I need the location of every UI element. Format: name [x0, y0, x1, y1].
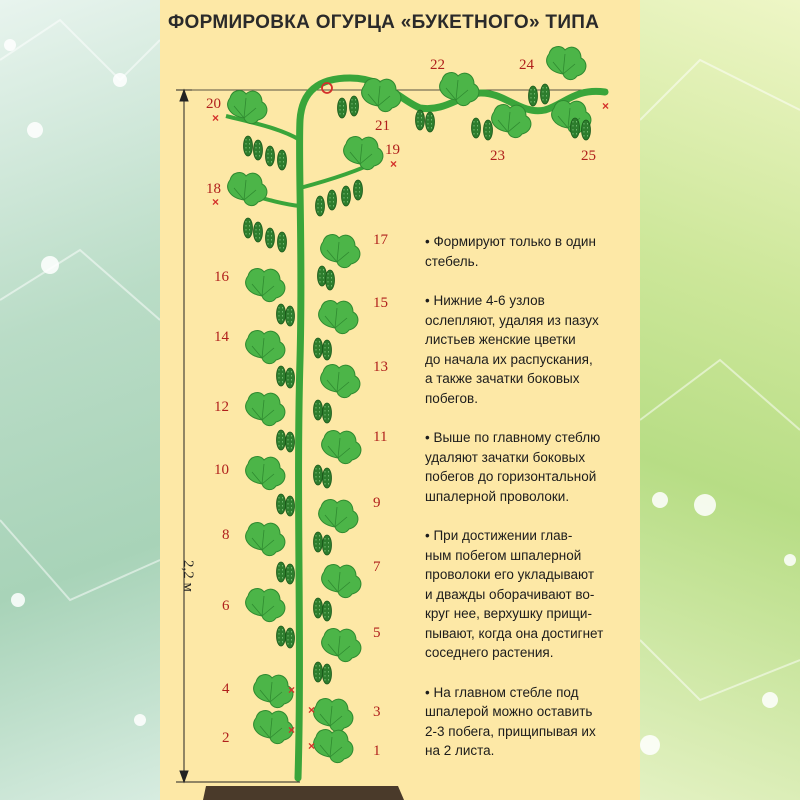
svg-text:×: × [212, 111, 220, 125]
note-item [425, 428, 625, 506]
note-line: стебель. [425, 253, 479, 269]
node-number: 22 [430, 57, 445, 73]
note-line: • Нижние 4-6 узлов [425, 293, 545, 308]
note-line: • Формируют только в один [425, 234, 596, 249]
node-number: 8 [222, 527, 230, 543]
note-line: листьев женские цветки [425, 332, 576, 347]
page-title: ФОРМИРОВКА ОГУРЦА «БУКЕТНОГО» ТИПА [168, 12, 600, 33]
note-line: 2-3 побега, прищипывая их [425, 723, 596, 739]
note-line: шпалерой можно оставить [425, 704, 593, 719]
svg-text:×: × [308, 739, 316, 753]
note-item [425, 291, 625, 408]
note-line: до начала их распускания, [425, 351, 593, 367]
svg-text:×: × [390, 157, 398, 171]
height-label: 2,2 м [180, 560, 196, 592]
note-line: побегов до горизонтальной [425, 469, 597, 484]
note-line: и дважды оборачивают во- [425, 586, 595, 602]
node-number: 5 [373, 625, 381, 641]
note-line: удаляют зачатки боковых [425, 449, 586, 465]
node-number: 20 [206, 96, 221, 112]
node-number: 18 [206, 181, 221, 197]
note-line: побегов. [425, 390, 478, 406]
svg-text:×: × [288, 683, 296, 697]
note-item [425, 232, 625, 271]
instructions-text [425, 232, 625, 781]
svg-text:×: × [288, 723, 296, 737]
node-number: 11 [373, 429, 388, 445]
note-line: ным побегом шпалерной [425, 547, 582, 563]
note-item [425, 683, 625, 761]
node-number: 4 [222, 681, 230, 697]
note-line: соседнего растения. [425, 645, 554, 660]
node-number: 15 [373, 295, 388, 311]
note-item [425, 526, 625, 663]
node-number: 6 [222, 598, 230, 614]
note-line: пывают, когда она достигнет [425, 625, 604, 641]
node-number: 9 [373, 495, 381, 511]
soil [203, 786, 404, 800]
node-number: 19 [385, 142, 400, 158]
node-number: 16 [214, 269, 229, 285]
svg-text:×: × [308, 703, 316, 717]
node-number: 17 [373, 232, 388, 248]
note-line: а также зачатки боковых [425, 371, 580, 386]
node-number: 3 [373, 704, 381, 720]
note-line: ослепляют, удаляя из пазух [425, 312, 599, 328]
node-number: 1 [373, 743, 381, 759]
note-line: на 2 листа. [425, 743, 495, 758]
note-line: • При достижении глав- [425, 528, 573, 543]
note-line: круг нее, верхушку прищи- [425, 606, 592, 621]
node-number: 2 [222, 730, 230, 746]
node-number: 14 [214, 329, 229, 345]
node-number: 23 [490, 148, 505, 164]
node-number: 24 [519, 57, 534, 73]
node-number: 25 [581, 148, 596, 164]
svg-text:×: × [602, 99, 610, 113]
node-number: 10 [214, 462, 229, 478]
node-number: 12 [214, 399, 229, 415]
svg-text:×: × [212, 195, 220, 209]
side-shoot-20 [226, 116, 300, 140]
note-line: шпалерной проволоки. [425, 488, 570, 504]
note-line: • На главном стебле под [425, 684, 579, 700]
node-number: 13 [373, 359, 388, 375]
note-line: проволоки его укладывают [425, 567, 595, 582]
node-number: 7 [373, 559, 381, 575]
note-line: • Выше по главному стеблю [425, 430, 601, 445]
node-number: 21 [375, 118, 390, 134]
